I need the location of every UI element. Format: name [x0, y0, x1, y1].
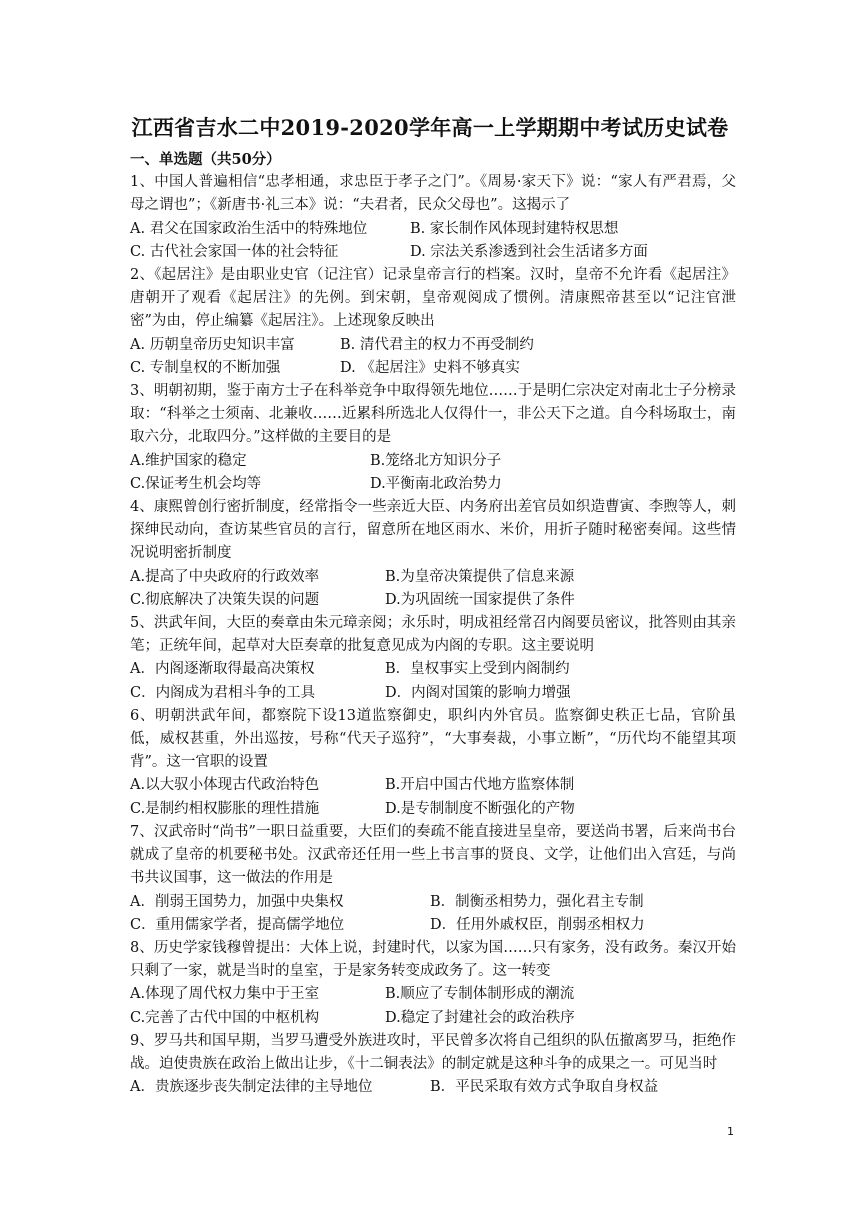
option-d: D.平衡南北政治势力	[370, 475, 502, 492]
option-c: C.保证考生机会均等	[130, 475, 262, 492]
option-c: C.彻底解决了决策失误的问题	[130, 591, 320, 608]
option-a: A．内阁逐渐取得最高决策权	[130, 661, 315, 678]
option-c: C.是制约相权膨胀的理性措施	[130, 800, 320, 817]
option-a: A．贵族逐步丧失制定法律的主导地位	[130, 1079, 373, 1096]
question-stem: 6、明朝洪武年间，都察院下设13道监察御史，职纠内外官员。监察御史秩正七品，官阶虽低，威权甚重，外出巡按，号称“代天子巡狩”，“大事奏裁，小事立断”，“历代均不能望其项背”。这一官职的设置	[130, 707, 736, 771]
option-d: D．任用外戚权臣，削弱丞相权力	[430, 916, 645, 933]
question-stem: 1、中国人普遍相信“忠孝相通，求忠臣于孝子之门”。《周易·家天下》说：“家人有严君焉，父母之谓也”；《新唐书·礼三本》说：“夫君者，民众父母也”。这揭示了	[130, 174, 736, 214]
option-row	[130, 566, 736, 589]
option-c: C．内阁成为君相斗争的工具	[130, 684, 316, 701]
option-b: B．制衡丞相势力，强化君主专制	[430, 893, 644, 910]
option-row	[130, 357, 736, 380]
option-a: A.体现了周代权力集中于王室	[130, 986, 320, 1003]
option-d: D. 《起居注》史料不够真实	[340, 359, 520, 376]
option-b: B.为皇帝决策提供了信息来源	[385, 568, 575, 585]
page-number: 1	[727, 1125, 734, 1138]
option-row	[130, 450, 736, 473]
option-b: B．皇权事实上受到内阁制约	[385, 661, 570, 678]
option-a: A.以大驭小体现古代政治特色	[130, 777, 320, 794]
option-row	[130, 983, 736, 1006]
section-heading: 一、单选题（共50分）	[130, 151, 281, 168]
question-stem: 7、汉武帝时“尚书”一职日益重要，大臣们的奏疏不能直接进呈皇帝，要送尚书署，后来尚书台就成了皇帝的机要秘书处。汉武帝还任用一些上书言事的贤良、文学，让他们出入宫廷，与尚书共议国事，这一做法的作用是	[130, 823, 736, 887]
option-d: D．内阁对国策的影响力增强	[385, 684, 571, 701]
option-b: B. 清代君主的权力不再受制约	[340, 336, 534, 353]
option-b: B．平民采取有效方式争取自身权益	[430, 1079, 659, 1096]
option-row	[130, 334, 736, 357]
option-a: A. 君父在国家政治生活中的特殊地位	[130, 220, 368, 237]
option-b: B. 家长制作风体现封建特权思想	[410, 220, 619, 237]
option-d: D.为巩固统一国家提供了条件	[385, 591, 575, 608]
option-row	[130, 589, 736, 612]
option-row	[130, 798, 736, 821]
option-row	[130, 774, 736, 797]
option-b: B.笼络北方知识分子	[370, 452, 502, 469]
option-row	[130, 1076, 736, 1099]
option-a: A. 历朝皇帝历史知识丰富	[130, 336, 295, 353]
option-a: A．削弱王国势力，加强中央集权	[130, 893, 344, 910]
option-row	[130, 1007, 736, 1030]
question-stem: 8、历史学家钱穆曾提出：大体上说，封建时代，以家为国……只有家务，没有政务。秦汉开始只剩了一家，就是当时的皇室，于是家务转变成政务了。这一转变	[130, 939, 736, 980]
option-c: C. 古代社会家国一体的社会特征	[130, 243, 339, 260]
option-row	[130, 891, 736, 914]
question-stem: 5、洪武年间，大臣的奏章由朱元璋亲阅；永乐时，明成祖经常召内阁要员密议，批答则由其亲笔；正统年间，起草对大臣奏章的批复意见成为内阁的专职。这主要说明	[130, 615, 736, 655]
option-row	[130, 473, 736, 496]
question-stem: 2、《起居注》是由职业史官（记注官）记录皇帝言行的档案。汉时，皇帝不允许看《起居注》唐朝开了观看《起居注》的先例。到宋朝，皇帝观阅成了惯例。清康熙帝甚至以“记注官泄密”为由，停止编纂《起居注》。上述现象反映出	[130, 267, 736, 330]
option-b: B.开启中国古代地方监察体制	[385, 777, 575, 794]
option-row	[130, 218, 736, 241]
option-row	[130, 658, 736, 681]
option-a: A.提高了中央政府的行政效率	[130, 568, 320, 585]
option-c: C. 专制皇权的不断加强	[130, 359, 281, 376]
question-stem: 4、康熙曾创行密折制度，经常指令一些亲近大臣、内务府出差官员如织造曹寅、李煦等人，刺探绅民动向，查访某些官员的言行，留意所在地区雨水、米价，用折子随时秘密奏闻。这些情况说明密折制度	[130, 499, 736, 562]
option-b: B.顺应了专制体制形成的潮流	[385, 986, 575, 1003]
option-row	[130, 914, 736, 937]
option-d: D.稳定了封建社会的政治秩序	[385, 1009, 575, 1026]
question-stem: 9、罗马共和国早期，当罗马遭受外族进攻时，平民曾多次将自己组织的队伍撤离罗马，拒绝作战。迫使贵族在政治上做出让步，《十二铜表法》的制定就是这种斗争的成果之一。可见当时	[130, 1032, 736, 1072]
option-row	[130, 241, 736, 264]
question-stem: 3、明朝初期，鉴于南方士子在科举竞争中取得领先地位……于是明仁宗决定对南北士子分榜录取：“科举之士须南、北兼收……近累科所选北人仅得什一，非公天下之道。自今科场取士，南取六分，北取四分。”这样做的主要目的是	[130, 383, 736, 446]
option-a: A.维护国家的稳定	[130, 452, 247, 469]
option-row	[130, 682, 736, 705]
exam-content	[130, 148, 736, 1099]
option-d: D.是专制制度不断强化的产物	[385, 800, 575, 817]
option-c: C．重用儒家学者，提高儒学地位	[130, 916, 345, 933]
option-d: D. 宗法关系渗透到社会生活诸多方面	[410, 243, 648, 260]
page-title: 江西省吉水二中2019-2020学年高一上学期期中考试历史试卷	[131, 115, 729, 140]
option-c: C.完善了古代中国的中枢机构	[130, 1009, 320, 1026]
